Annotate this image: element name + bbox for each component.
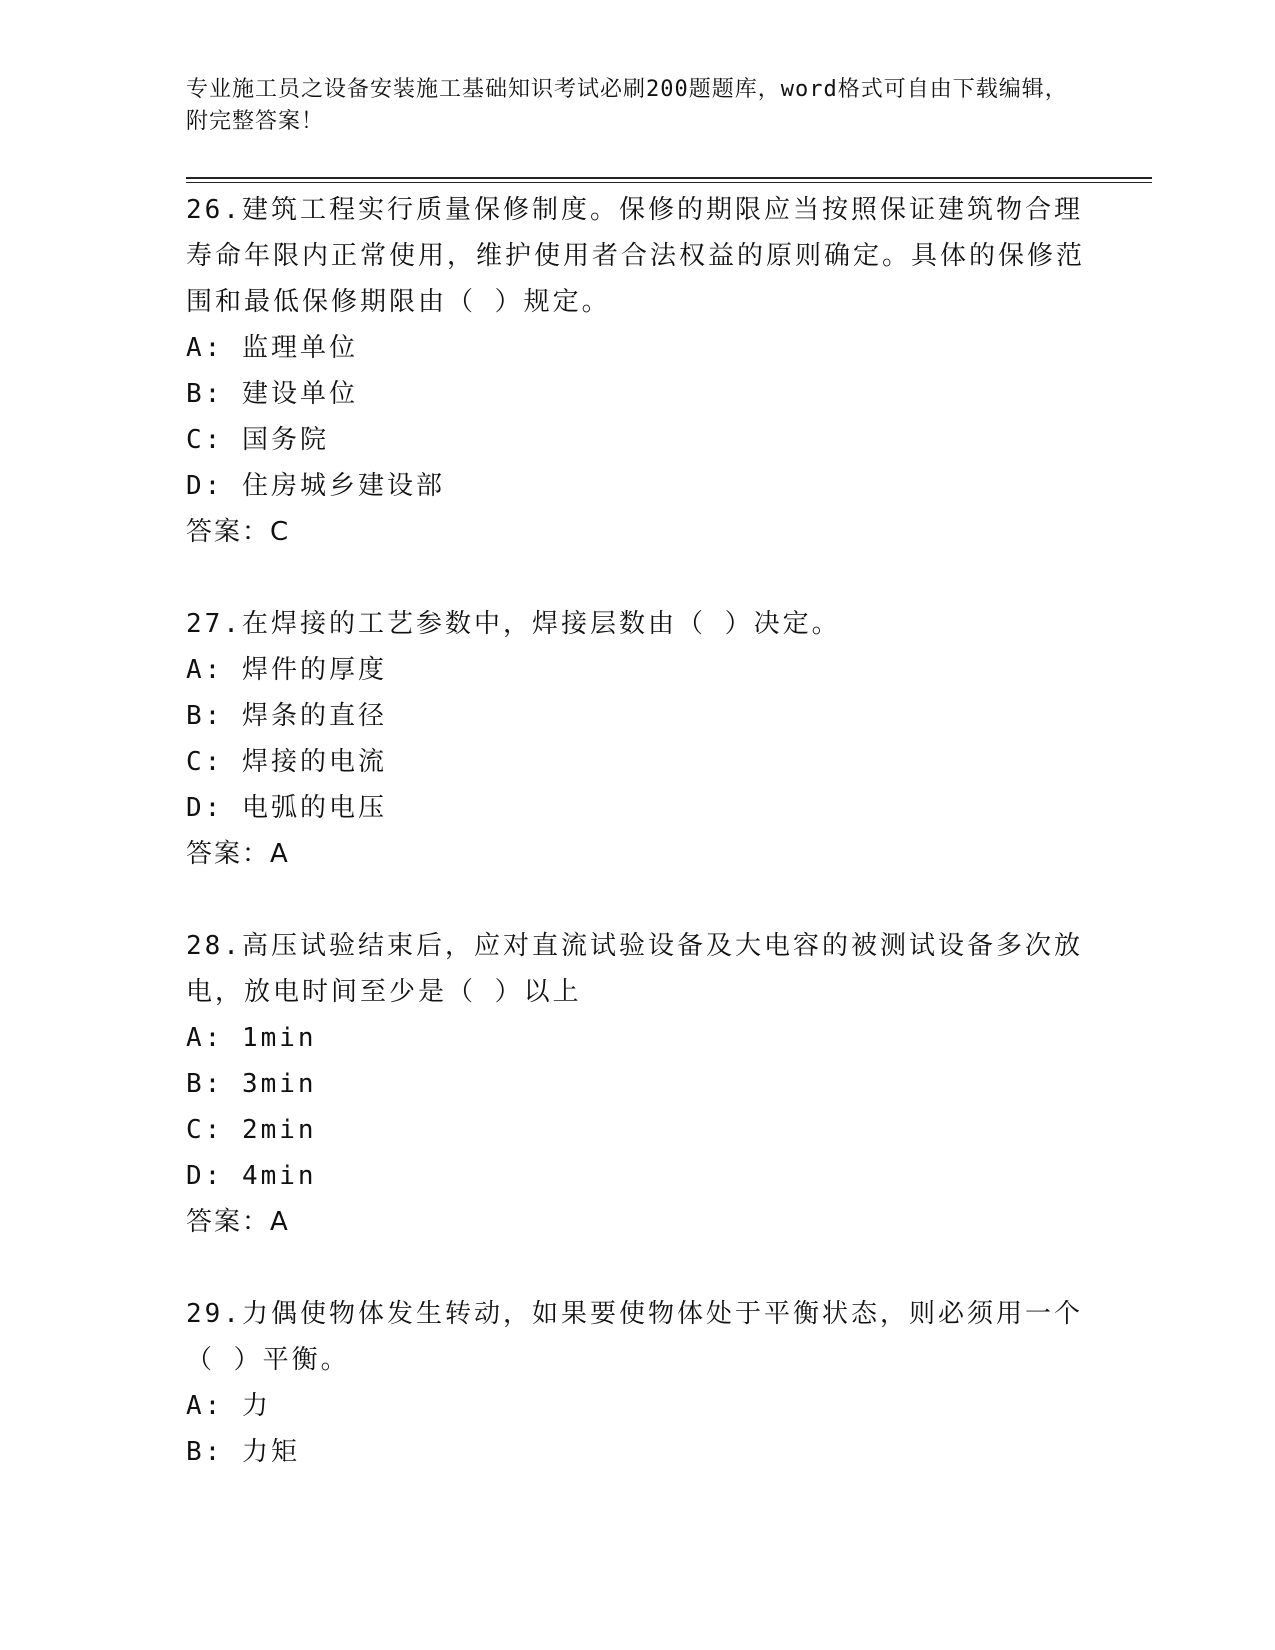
question-29 (186, 1291, 1086, 1475)
answer-label: 答案：A (186, 1207, 290, 1237)
header-divider-thin (186, 182, 1152, 183)
option-a: A: 力 (186, 1391, 271, 1421)
question-stem: 28.高压试验结束后，应对直流试验设备及大电容的被测试设备多次放电，放电时间至少是（ ）以上 (186, 931, 1083, 1007)
option-b: B: 建设单位 (186, 379, 358, 409)
answer-label: 答案：C (186, 517, 291, 547)
answer-label: 答案：A (186, 839, 290, 869)
option-b: B: 3min (186, 1069, 317, 1099)
option-b: B: 焊条的直径 (186, 701, 387, 731)
option-a: A: 1min (186, 1023, 317, 1053)
option-d: D: 4min (186, 1161, 317, 1191)
document-header: 专业施工员之设备安装施工基础知识考试必刷200题题库，word格式可自由下载编辑，附完整答案！ (186, 77, 1068, 134)
question-list (186, 187, 1086, 1521)
question-26 (186, 187, 1086, 555)
question-28 (186, 923, 1086, 1245)
option-c: C: 焊接的电流 (186, 747, 387, 777)
question-stem: 29.力偶使物体发生转动，如果要使物体处于平衡状态，则必须用一个（ ）平衡。 (186, 1299, 1083, 1375)
question-stem: 26.建筑工程实行质量保修制度。保修的期限应当按照保证建筑物合理寿命年限内正常使用，维护使用者合法权益的原则确定。具体的保修范围和最低保修期限由（ ）规定。 (186, 195, 1086, 317)
option-b: B: 力矩 (186, 1437, 300, 1467)
header-divider-thick (186, 177, 1152, 179)
question-stem: 27.在焊接的工艺参数中，焊接层数由（ ）决定。 (186, 609, 841, 639)
option-a: A: 监理单位 (186, 333, 358, 363)
option-a: A: 焊件的厚度 (186, 655, 387, 685)
option-c: C: 国务院 (186, 425, 329, 455)
question-27 (186, 601, 1086, 877)
option-d: D: 电弧的电压 (186, 793, 387, 823)
option-d: D: 住房城乡建设部 (186, 471, 445, 501)
option-c: C: 2min (186, 1115, 317, 1145)
